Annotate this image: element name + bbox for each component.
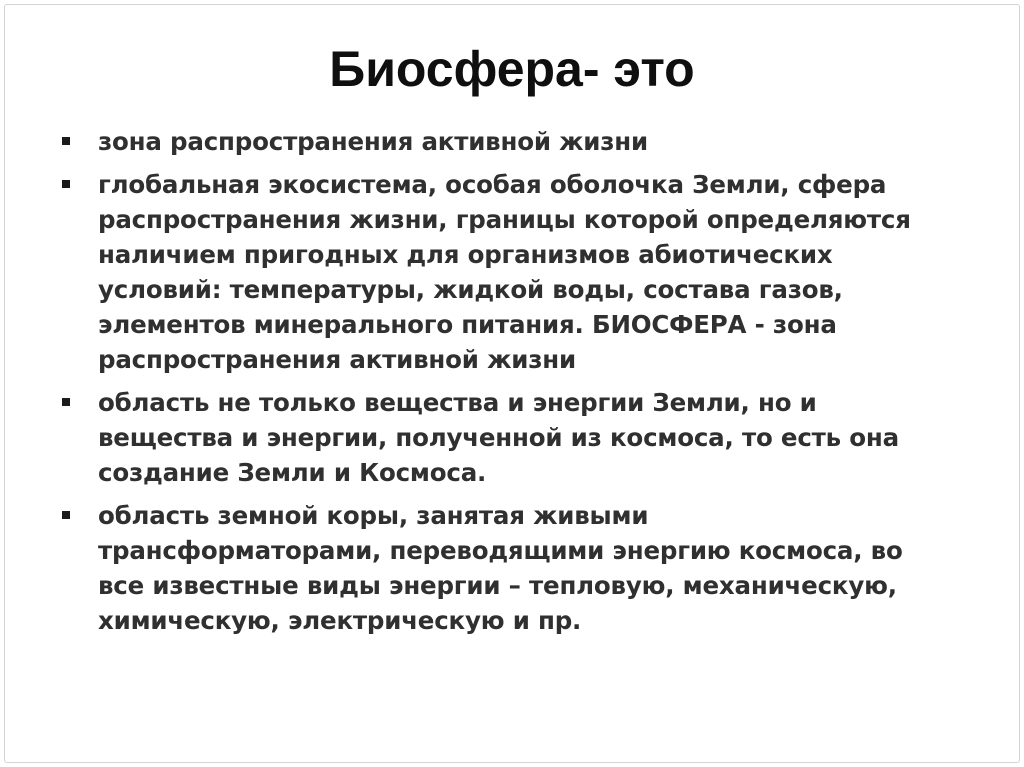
bullet-item bbox=[62, 385, 982, 490]
bullet-line: глобальная экосистема, особая оболочка Земли, сфера bbox=[98, 170, 887, 199]
bullet-line: химическую, электрическую и пр. bbox=[98, 606, 582, 635]
bullet-text bbox=[98, 167, 982, 377]
square-bullet-icon bbox=[62, 137, 70, 145]
bullet-line: зона распространения активной жизни bbox=[98, 127, 649, 156]
square-bullet-icon bbox=[62, 180, 70, 188]
bullet-line: трансформаторами, переводящими энергию космоса, во bbox=[98, 536, 903, 565]
bullet-line: создание Земли и Космоса. bbox=[98, 458, 487, 487]
bullet-line: вещества и энергии, полученной из космоса, то есть она bbox=[98, 423, 899, 452]
bullet-line: распространения активной жизни bbox=[98, 345, 576, 374]
bullet-text bbox=[98, 124, 982, 159]
bullet-item bbox=[62, 124, 982, 159]
bullet-line: элементов минерального питания. БИОСФЕРА - зона bbox=[98, 310, 837, 339]
bullet-line: распространения жизни, границы которой определяются bbox=[98, 205, 911, 234]
bullet-line: область не только вещества и энергии Земли, но и bbox=[98, 388, 817, 417]
bullet-list bbox=[62, 124, 982, 646]
bullet-line: область земной коры, занятая живыми bbox=[98, 501, 649, 530]
bullet-item bbox=[62, 167, 982, 377]
square-bullet-icon bbox=[62, 511, 70, 519]
bullet-line: наличием пригодных для организмов абиотических bbox=[98, 240, 833, 269]
bullet-text bbox=[98, 498, 982, 638]
bullet-line: условий: температуры, жидкой воды, состава газов, bbox=[98, 275, 843, 304]
bullet-item bbox=[62, 498, 982, 638]
square-bullet-icon bbox=[62, 398, 70, 406]
bullet-text bbox=[98, 385, 982, 490]
bullet-line: все известные виды энергии – тепловую, механическую, bbox=[98, 571, 897, 600]
slide-title: Биосфера- это bbox=[329, 41, 695, 97]
